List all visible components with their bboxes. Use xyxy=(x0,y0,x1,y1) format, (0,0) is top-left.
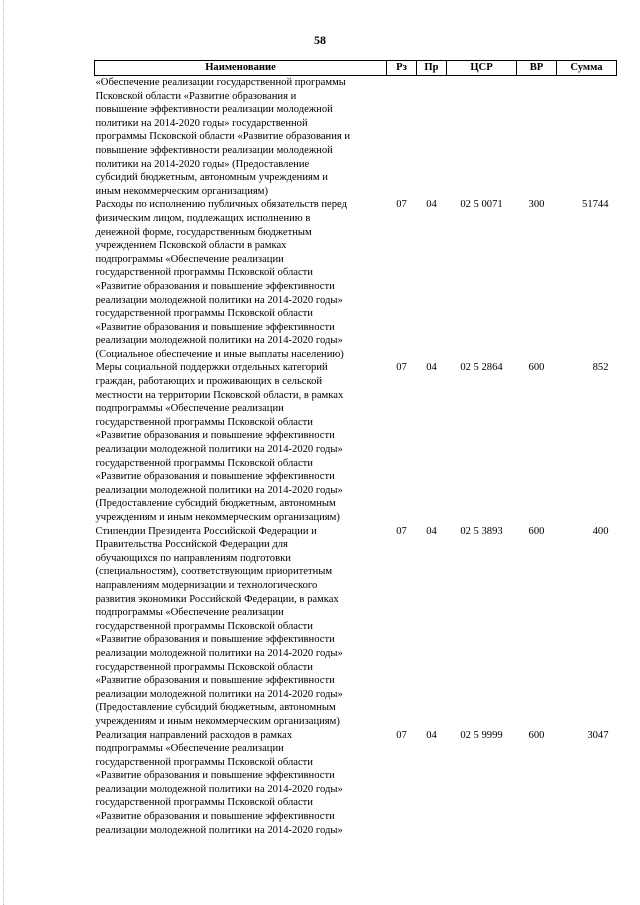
row-vr: 600 xyxy=(528,525,545,537)
row-name: «Обеспечение реализации государственной программы Псковской области «Развитие образования и повышение эффективности реализации молодежной политики на 2014-2020 годы» государственной программы Псковской области «Развитие образования и повышение эффективности реализации молодежной политики на 2014-2020 годы» (Предоставление субсидий бюджетным, автономным учреждениям и иным некоммерческим организациям) xyxy=(95,77,351,197)
row-sum: 3047 xyxy=(587,729,609,741)
row-vr: 300 xyxy=(528,199,545,211)
row-pr: 04 xyxy=(426,525,437,537)
row-rz xyxy=(387,76,417,199)
row-sum: 51744 xyxy=(582,199,609,211)
row-csr: 02 5 9999 xyxy=(460,729,503,741)
row-sum xyxy=(557,76,617,199)
table-row xyxy=(95,729,617,838)
row-sum: 400 xyxy=(592,525,609,537)
row-rz: 07 xyxy=(396,729,407,741)
header-name: Наименование xyxy=(95,61,387,76)
row-csr: 02 5 0071 xyxy=(460,199,503,211)
row-pr: 04 xyxy=(426,729,437,741)
row-rz: 07 xyxy=(396,199,407,211)
row-rz: 07 xyxy=(396,362,407,374)
header-rz: Рз xyxy=(387,61,417,76)
row-name: Стипендии Президента Российской Федерации и Правительства Российской Федерации для обучающихся по направлениям подготовки (специальностям), соответствующим приоритетным направлениям модернизации и технологического развития экономики Российской Федерации, в рамках подпрограммы «Обеспечение реализации государственной программы Псковской области «Развитие образования и повышение эффективности реализации молодежной политики на 2014-2020 годы» государственной программы Псковской области «Развитие образования и повышение эффективности реализации молодежной политики на 2014-2020 годы» (Предоставление субсидий бюджетным, автономным учреждениям и иным некоммерческим организациям) xyxy=(95,525,343,727)
table-row xyxy=(95,76,617,199)
header-sum: Сумма xyxy=(557,61,617,76)
header-vr: ВР xyxy=(517,61,557,76)
header-csr: ЦСР xyxy=(447,61,517,76)
row-name: Реализация направлений расходов в рамках подпрограммы «Обеспечение реализации государственной программы Псковской области «Развитие образования и повышение эффективности реализации молодежной политики на 2014-2020 годы» государственной программы Псковской области «Развитие образования и повышение эффективности реализации молодежной политики на 2014-2020 годы» xyxy=(95,729,343,836)
row-name: Меры социальной поддержки отдельных категорий граждан, работающих и проживающих в сельской местности на территории Псковской области, в рамках подпрограммы «Обеспечение реализации государственной программы Псковской области «Развитие образования и повышение эффективности реализации молодежной политики на 2014-2020 годы» государственной программы Псковской области «Развитие образования и повышение эффективности реализации молодежной политики на 2014-2020 годы» (Предоставление субсидий бюджетным, автономным учреждениям и иным некоммерческим организациям) xyxy=(95,362,344,523)
row-pr xyxy=(417,76,447,199)
row-vr xyxy=(517,76,557,199)
page-number: 58 xyxy=(314,33,326,47)
row-vr: 600 xyxy=(528,729,545,741)
row-csr xyxy=(447,76,517,199)
table-row xyxy=(95,198,617,361)
budget-table xyxy=(94,60,617,837)
table-row xyxy=(95,525,617,729)
row-csr: 02 5 3893 xyxy=(460,525,503,537)
row-csr: 02 5 2864 xyxy=(460,362,503,374)
row-pr: 04 xyxy=(426,362,437,374)
row-sum: 852 xyxy=(592,362,609,374)
row-pr: 04 xyxy=(426,199,437,211)
row-vr: 600 xyxy=(528,362,545,374)
header-pr: Пр xyxy=(417,61,447,76)
scan-margin-line xyxy=(3,0,4,905)
row-name: Расходы по исполнению публичных обязательств перед физическим лицом, подлежащих исполнению в денежной форме, государственным бюджетным учреждением Псковской области в рамках подпрограммы «Обеспечение реализации государственной программы Псковской области «Развитие образования и повышение эффективности реализации молодежной политики на 2014-2020 годы» государственной программы Псковской области «Развитие образования и повышение эффективности реализации молодежной политики на 2014-2020 годы» (Социальное обеспечение и иные выплаты населению) xyxy=(95,199,347,360)
table-header-row xyxy=(95,61,617,76)
row-rz: 07 xyxy=(396,525,407,537)
table-row xyxy=(95,361,617,524)
